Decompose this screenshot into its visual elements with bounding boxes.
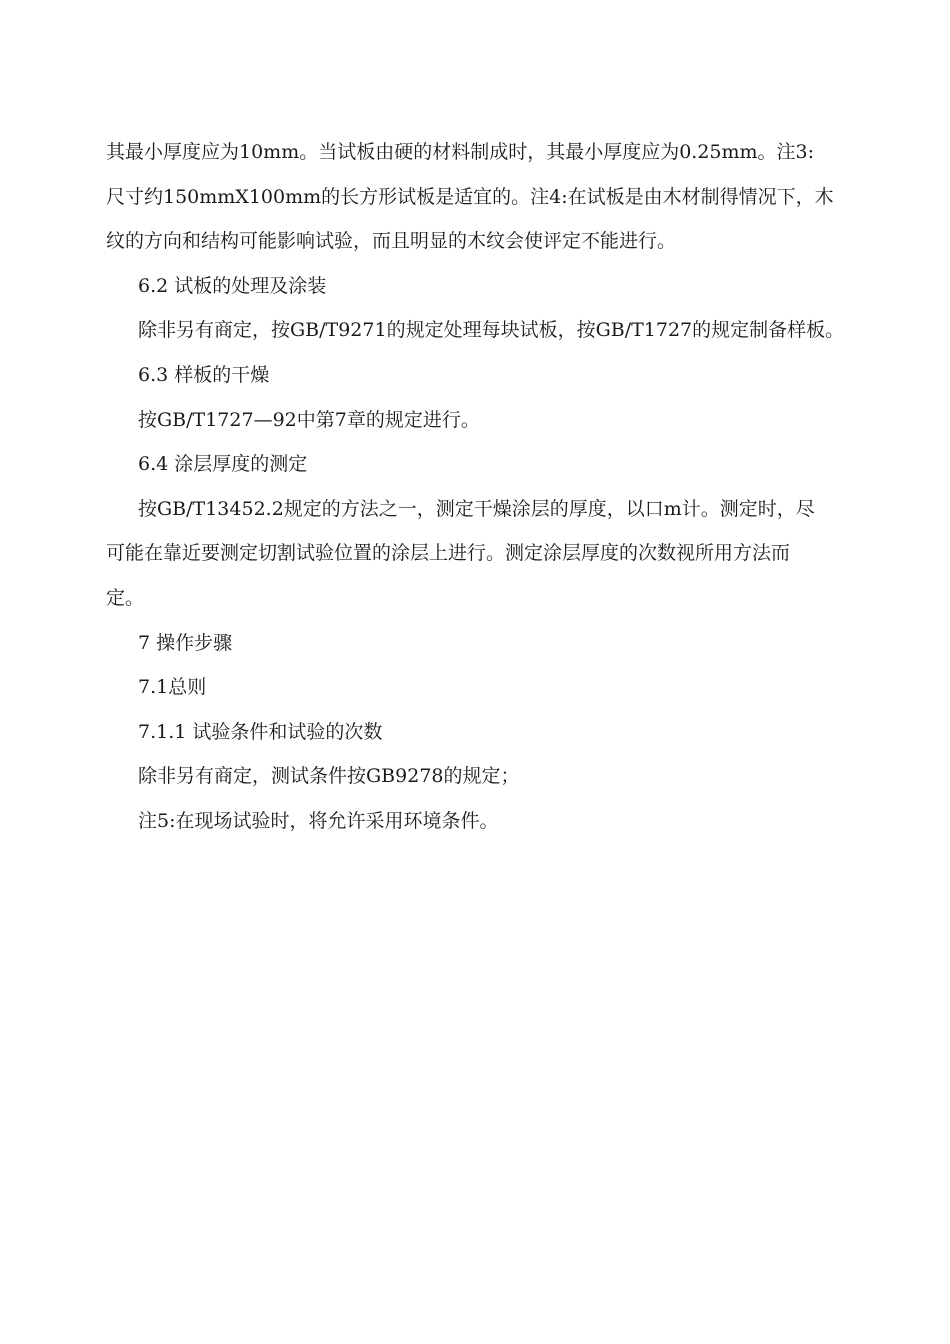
paragraph-line: 其最小厚度应为10mm。当试板由硬的材料制成时，其最小厚度应为0.25mm。注3: [106, 141, 815, 163]
paragraph-line: 除非另有商定，测试条件按GB9278的规定； [138, 765, 520, 788]
section-heading-6-2: 6.2 试板的处理及涂装 [138, 274, 327, 297]
paragraph-line: 可能在靠近要测定切割试验位置的涂层上进行。测定涂层厚度的次数视所用方法而 [106, 542, 791, 565]
paragraph-line: 除非另有商定，按GB/T9271的规定处理每块试板，按GB/T1727的规定制备样板。 [138, 319, 845, 342]
paragraph-line: 尺寸约150mmX100mm的长方形试板是适宜的。注4:在试板是由木材制得情况下，木 [106, 185, 834, 208]
paragraph-line: 纹的方向和结构可能影响试验，而且明显的木纹会使评定不能进行。 [106, 230, 677, 253]
paragraph-line: 按GB/T1727—92中第7章的规定进行。 [138, 408, 480, 431]
section-heading-7-1-1: 7.1.1 试验条件和试验的次数 [138, 720, 383, 743]
paragraph-line: 按GB/T13452.2规定的方法之一，测定干燥涂层的厚度，以口m计。测定时，尽 [138, 497, 815, 520]
note-line: 注5:在现场试验时，将允许采用环境条件。 [138, 809, 499, 832]
paragraph-line: 定。 [106, 586, 145, 609]
document-body [106, 138, 846, 852]
section-heading-7: 7 操作步骤 [138, 631, 233, 654]
section-heading-6-4: 6.4 涂层厚度的测定 [138, 453, 308, 476]
section-heading-7-1: 7.1总则 [138, 676, 207, 699]
section-heading-6-3: 6.3 样板的干燥 [138, 363, 270, 386]
